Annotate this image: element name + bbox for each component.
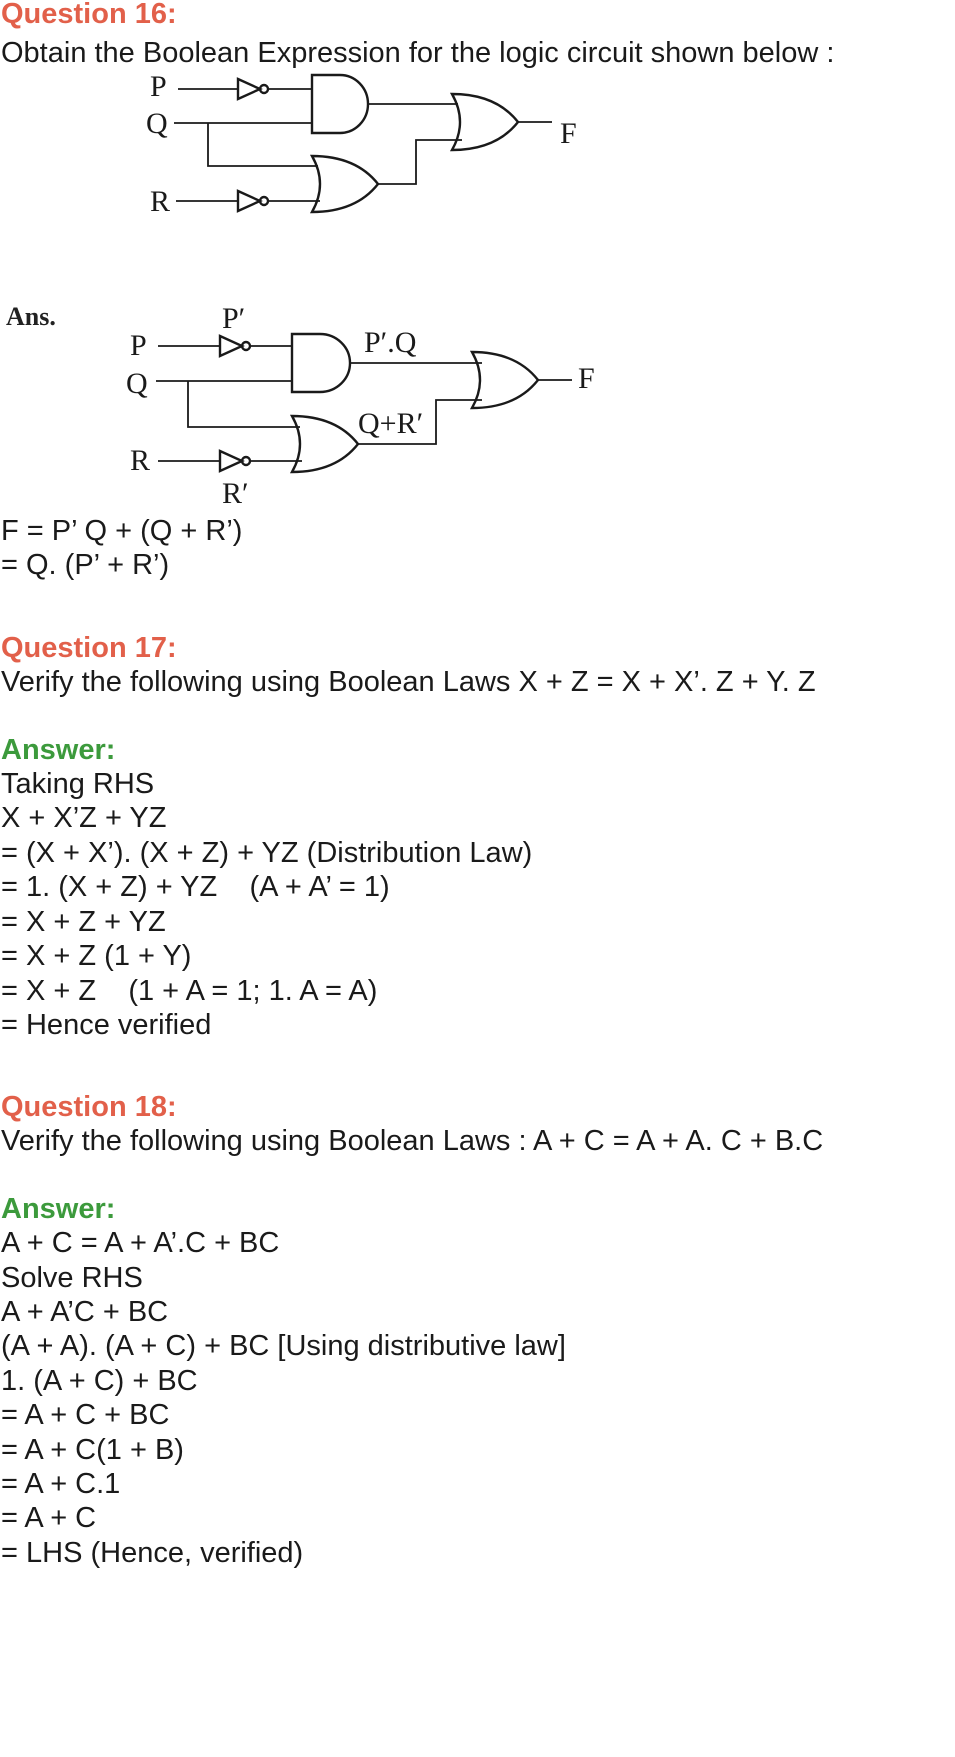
q17-line-8: = Hence verified xyxy=(1,1009,212,1041)
q18-line-8: = A + C.1 xyxy=(1,1468,121,1500)
q16-answer-line-2: = Q. (P’ + R’) xyxy=(1,549,170,581)
label-p: P xyxy=(150,70,167,103)
question-17-prompt: Verify the following using Boolean Laws X + Z = X + X’. Z + Y. Z xyxy=(1,666,816,698)
label-r: R xyxy=(150,185,171,218)
q18-line-5: 1. (A + C) + BC xyxy=(1,1365,198,1397)
question-17-heading: Question 17: xyxy=(1,632,177,664)
q18-line-2: Solve RHS xyxy=(1,1262,143,1294)
question-16-heading: Question 16: xyxy=(1,0,177,30)
q18-line-4: (A + A). (A + C) + BC [Using distributive law] xyxy=(1,1330,566,1362)
question-18-answer-heading: Answer: xyxy=(1,1193,116,1225)
answer-label-r: R xyxy=(130,444,151,477)
answer-label-q: Q xyxy=(126,367,148,400)
q17-line-2: X + X’Z + YZ xyxy=(1,802,167,834)
question-18-heading: Question 18: xyxy=(1,1091,177,1123)
q16-answer-line-1: F = P’ Q + (Q + R’) xyxy=(1,515,243,547)
answer-circuit-diagram xyxy=(0,0,955,520)
label-and-out: P′.Q xyxy=(364,326,417,359)
q18-line-1: A + C = A + A’.C + BC xyxy=(1,1227,280,1259)
q17-line-4: = 1. (X + Z) + YZ (A + A’ = 1) xyxy=(1,871,390,903)
answer-not-gate-r xyxy=(220,451,242,471)
label-or-out: Q+R′ xyxy=(358,407,424,440)
answer-and-gate xyxy=(292,334,350,392)
label-f: F xyxy=(560,117,577,150)
q17-line-5: = X + Z + YZ xyxy=(1,906,166,938)
question-16-prompt: Obtain the Boolean Expression for the logic circuit shown below : xyxy=(1,37,835,69)
q18-line-6: = A + C + BC xyxy=(1,1399,170,1431)
label-q: Q xyxy=(146,107,168,140)
ans-label: Ans. xyxy=(6,302,56,331)
question-18-prompt: Verify the following using Boolean Laws : A + C = A + A. C + B.C xyxy=(1,1125,824,1157)
q17-line-7: = X + Z (1 + A = 1; 1. A = A) xyxy=(1,975,378,1007)
question-17-answer-heading: Answer: xyxy=(1,734,116,766)
q18-line-3: A + A’C + BC xyxy=(1,1296,169,1328)
answer-label-p: P xyxy=(130,329,147,362)
q18-line-9: = A + C xyxy=(1,1502,97,1534)
q18-line-7: = A + C(1 + B) xyxy=(1,1434,184,1466)
answer-label-f: F xyxy=(578,362,595,395)
answer-not-gate-p xyxy=(220,336,242,356)
q17-line-3: = (X + X’). (X + Z) + YZ (Distribution Law) xyxy=(1,837,533,869)
answer-or-gate-lower xyxy=(292,416,358,472)
q17-line-1: Taking RHS xyxy=(1,768,155,800)
q18-line-10: = LHS (Hence, verified) xyxy=(1,1537,304,1569)
label-r-not: R′ xyxy=(222,477,249,510)
label-p-not: P′ xyxy=(222,302,246,335)
q17-line-6: = X + Z (1 + Y) xyxy=(1,940,192,972)
